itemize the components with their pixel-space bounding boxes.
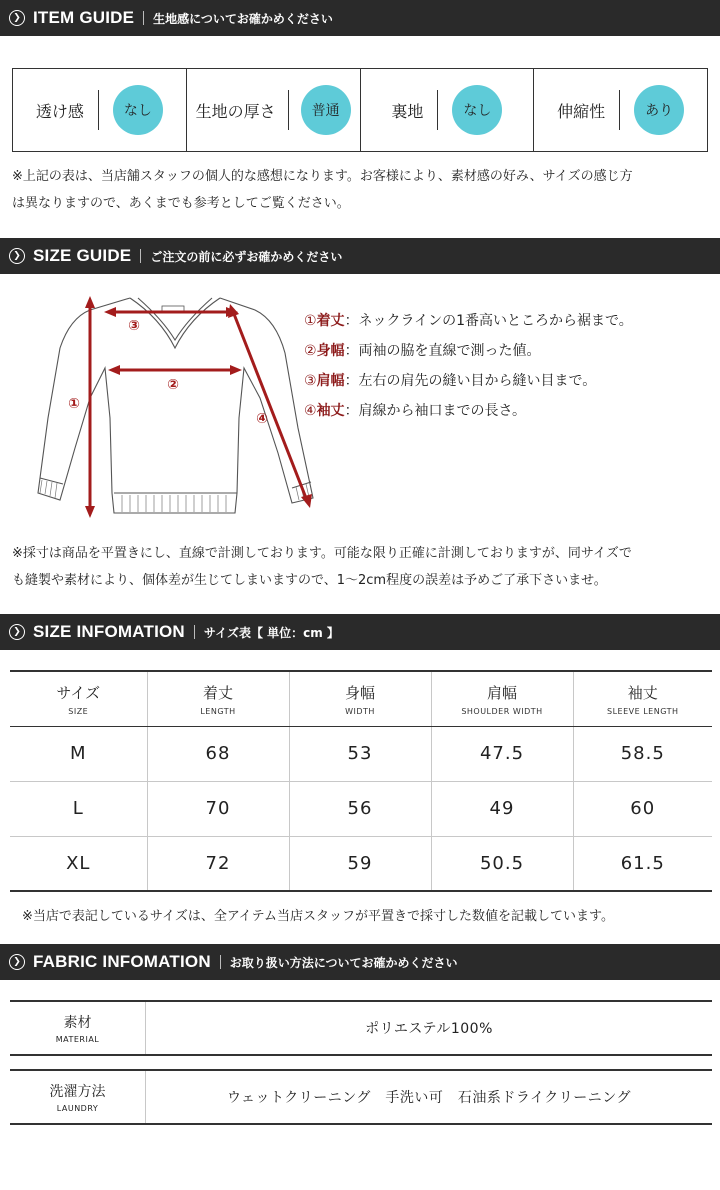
value-cell: 70 xyxy=(147,781,289,836)
measure-num: ① xyxy=(304,313,317,329)
marker-sleeve: ④ xyxy=(256,411,268,427)
measure-item xyxy=(304,400,633,430)
marker-length: ① xyxy=(68,396,80,412)
guide-divider xyxy=(288,90,289,130)
size-table xyxy=(10,670,712,892)
value-cell: 56 xyxy=(289,781,431,836)
value-cell: 60 xyxy=(573,781,712,836)
sweater-diagram xyxy=(30,288,320,523)
header-divider xyxy=(140,249,141,263)
header-cell: サイズ SIZE xyxy=(10,671,147,726)
fabric-label-ja: 素材 xyxy=(63,1015,92,1031)
fabric-laundry-row xyxy=(10,1069,712,1125)
measure-term: 肩幅 xyxy=(316,373,345,389)
measure-desc: ：ネックラインの1番高いところから裾まで。 xyxy=(344,313,633,329)
measure-item xyxy=(304,370,633,400)
fabric-info-header xyxy=(0,944,720,980)
fabric-label xyxy=(10,1071,146,1123)
note-line: ※採寸は商品を平置きにし、直線で計測しております。可能な限り正確に計測しておりますが、同サイズで xyxy=(12,546,632,561)
measure-num: ④ xyxy=(304,403,317,419)
size-info-header xyxy=(0,614,720,650)
header-cell: 着丈 LENGTH xyxy=(147,671,289,726)
measure-item xyxy=(304,340,633,370)
value-cell: 72 xyxy=(147,836,289,891)
header-divider xyxy=(194,625,195,639)
guide-divider xyxy=(619,90,620,130)
guide-cell-transparency xyxy=(13,69,187,151)
measure-item xyxy=(304,310,633,340)
measure-term: 身幅 xyxy=(316,343,345,359)
fabric-material-row xyxy=(10,1000,712,1056)
note-line: も縫製や素材により、個体差が生じてしまいますので、1〜2cm程度の誤差は予めご了承下さいませ。 xyxy=(12,573,607,588)
size-guide-header xyxy=(0,238,720,274)
guide-label: 生地の厚さ xyxy=(195,101,276,121)
header-cell: 袖丈 SLEEVE LENGTH xyxy=(573,671,712,726)
header-cell: 肩幅 SHOULDER WIDTH xyxy=(431,671,573,726)
note-line: は異なりますので、あくまでも参考としてご覧ください。 xyxy=(12,196,350,211)
section-subtitle: ご注文の前に必ずお確かめください xyxy=(150,249,343,264)
measure-list xyxy=(304,310,633,430)
value-cell: 49 xyxy=(431,781,573,836)
guide-divider xyxy=(98,90,99,130)
fabric-label-en: LAUNDRY xyxy=(56,1104,99,1113)
value-cell: 53 xyxy=(289,726,431,781)
value-cell: 58.5 xyxy=(573,726,712,781)
header-divider xyxy=(143,11,144,25)
item-guide-note xyxy=(12,163,712,217)
measure-term: 袖丈 xyxy=(316,403,345,419)
size-cell: M xyxy=(10,726,147,781)
section-subtitle: 生地感についてお確かめください xyxy=(153,11,333,26)
guide-label: 伸縮性 xyxy=(557,101,606,121)
value-cell: 59 xyxy=(289,836,431,891)
marker-width: ② xyxy=(167,377,179,393)
guide-divider xyxy=(437,90,438,130)
fabric-label-en: MATERIAL xyxy=(55,1035,100,1044)
guide-label: 裏地 xyxy=(391,101,424,121)
neck-tag xyxy=(162,306,184,311)
guide-badge: 普通 xyxy=(301,85,351,135)
chevron-right-icon: ❯ xyxy=(9,248,25,264)
guide-cell-lining xyxy=(361,69,535,151)
value-cell: 68 xyxy=(147,726,289,781)
table-row xyxy=(10,836,712,891)
chevron-right-icon: ❯ xyxy=(9,954,25,970)
header-cell: 身幅 WIDTH xyxy=(289,671,431,726)
marker-shoulder: ③ xyxy=(128,318,140,334)
guide-label: 透け感 xyxy=(35,101,84,121)
measure-num: ② xyxy=(304,343,317,359)
table-row xyxy=(10,781,712,836)
size-info-note: ※当店で表記しているサイズは、全アイテム当店スタッフが平置きで採寸した数値を記載しています。 xyxy=(22,909,614,924)
chevron-right-icon: ❯ xyxy=(9,10,25,26)
size-cell: XL xyxy=(10,836,147,891)
fabric-value: ポリエステル100% xyxy=(365,1021,493,1037)
section-title: FABRIC INFOMATION xyxy=(33,952,211,971)
section-title: ITEM GUIDE xyxy=(33,8,135,27)
value-cell: 50.5 xyxy=(431,836,573,891)
item-guide-header xyxy=(0,0,720,36)
measure-term: 着丈 xyxy=(316,313,345,329)
value-cell: 61.5 xyxy=(573,836,712,891)
table-header-row xyxy=(10,671,712,726)
chevron-right-icon: ❯ xyxy=(9,624,25,640)
section-title: SIZE GUIDE xyxy=(33,246,132,265)
section-subtitle: お取り扱い方法についてお確かめください xyxy=(229,955,458,970)
section-subtitle: サイズ表【 単位：cm 】 xyxy=(203,625,339,640)
table-row xyxy=(10,726,712,781)
measure-desc: ：両袖の脇を直線で測った値。 xyxy=(344,343,541,359)
header-divider xyxy=(220,955,221,969)
guide-badge: あり xyxy=(634,85,684,135)
sleeve-arrow xyxy=(234,314,306,498)
measure-desc: ：肩線から袖口までの長さ。 xyxy=(344,403,527,419)
measure-num: ③ xyxy=(304,373,317,389)
value-cell: 47.5 xyxy=(431,726,573,781)
guide-cell-stretch xyxy=(534,69,707,151)
size-cell: L xyxy=(10,781,147,836)
fabric-value: ウェットクリーニング 手洗い可 石油系ドライクリーニング xyxy=(227,1090,631,1106)
guide-badge: なし xyxy=(113,85,163,135)
fabric-label-ja: 洗濯方法 xyxy=(49,1084,106,1100)
guide-cell-thickness xyxy=(187,69,361,151)
note-line: ※上記の表は、当店舗スタッフの個人的な感想になります。お客様により、素材感の好み、サイズの感じ方 xyxy=(12,169,633,184)
guide-badge: なし xyxy=(452,85,502,135)
size-guide-note xyxy=(12,540,712,594)
fabric-label xyxy=(10,1002,146,1054)
section-title: SIZE INFOMATION xyxy=(33,622,185,641)
item-guide-table xyxy=(12,68,708,152)
measure-desc: ：左右の肩先の縫い目から縫い目まで。 xyxy=(344,373,597,389)
